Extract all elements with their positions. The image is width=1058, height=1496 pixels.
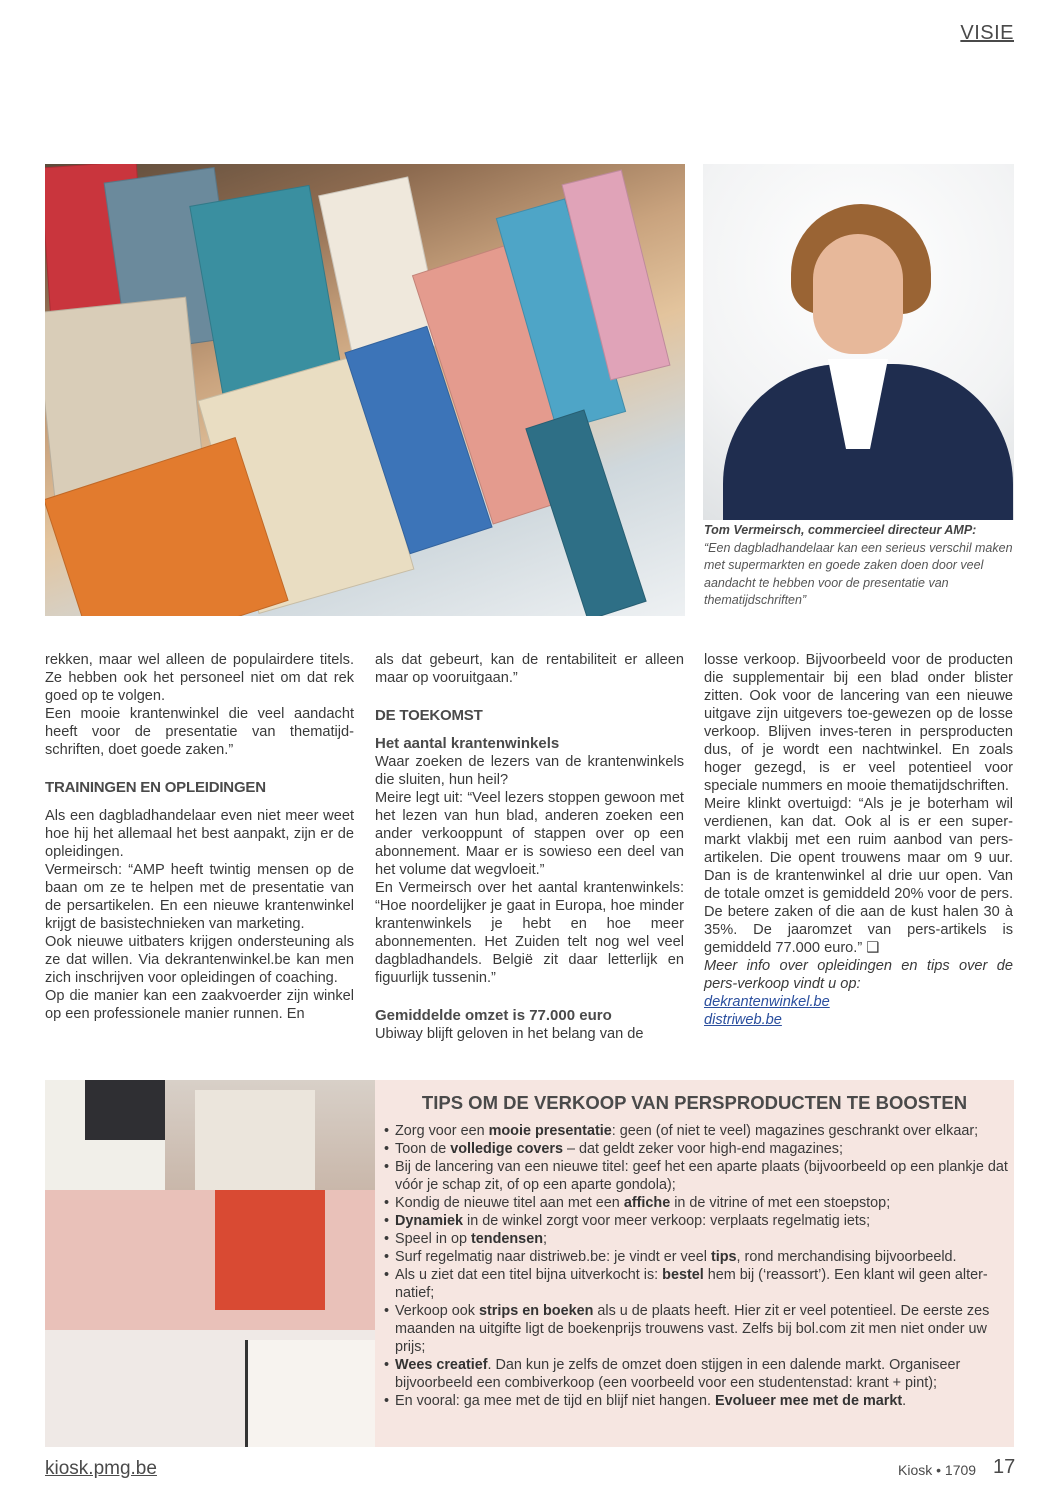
footer-issue: Kiosk • 1709	[898, 1462, 977, 1478]
subheading: Gemiddelde omzet is 77.000 euro	[375, 1007, 612, 1024]
list-item: • Dynamiek in de winkel zorgt voor meer verkoop: verplaats regelmatig iets;	[384, 1212, 1009, 1230]
paragraph: Op die manier kan een zaakvoerder zijn winkel op een professionele manier runnen. En	[45, 988, 354, 1022]
list-item: • Bij de lancering van een nieuwe titel: geef het een aparte plaats (bijvoorbeeld op een plankje dat vóór je schap zit, of op een aparte gondola);	[384, 1158, 1009, 1194]
portrait-photo	[703, 164, 1014, 520]
paragraph: Een mooie krantenwinkel die veel aandacht heeft voor de presentatie van thematijd-schriften, doet goede zaken.”	[45, 706, 354, 758]
paragraph: als dat gebeurt, kan de rentabiliteit er alleen maar op vooruitgaan.”	[375, 652, 684, 686]
tips-title: TIPS OM DE VERKOOP VAN PERSPRODUCTEN TE BOOSTEN	[421, 1092, 968, 1113]
paragraph: En Vermeirsch over het aantal krantenwinkels: “Hoe noordelijker je gaat in Europa, hoe minder krantenwinkels je hebt en hoe meer abonnementen. Het Zuiden telt nog wel veel dagbladhandels. België zit daar letterlijk en figuurlijk tussenin.”	[375, 880, 684, 986]
footer-website-link[interactable]: kiosk.pmg.be	[45, 1458, 157, 1479]
caption-quote: “Een dagbladhandelaar kan een serieus verschil maken met supermarkten en goede zaken doen door veel aandacht te hebben voor de presentatie van thematijdschriften”	[704, 540, 1013, 607]
caption-name: Tom Vermeirsch, commercieel directeur AMP:	[704, 523, 977, 537]
list-item: • Toon de volledige covers – dat geldt zeker voor high-end magazines;	[384, 1140, 1009, 1158]
list-item: • Surf regelmatig naar distriweb.be: je vindt er veel tips, rond merchandising bijvoorbeeld.	[384, 1248, 1009, 1266]
paragraph: Vermeirsch: “AMP heeft twintig mensen op de baan om ze te helpen met de presentatie van de persartikelen. En een nieuwe krantenwinkel krijgt de basistechnieken van marketing.	[45, 862, 354, 932]
paragraph: Meire klinkt overtuigd: “Als je je boterham wil verdienen, kan dat. Ook al is er een super-markt vlakbij met een ruim aanbod van pers-artikelen. Die opent trouwens maar om 9 uur. Dan is de krantenwinkel al drie uur open. Van de totale omzet is gemiddeld 20% voor de pers. De betere zaken of die aan de kust halen 30 à 35%. De jaaromzet van pers-artikels is gemiddeld 77.000 euro.” ❑	[704, 796, 1013, 956]
list-item: • Zorg voor een mooie presentatie: geen (of niet te veel) magazines geschrankt over elkaar;	[384, 1122, 1009, 1140]
paragraph: rekken, maar wel alleen de populairdere titels. Ze hebben ook het personeel niet om dat rek goed op te volgen.	[45, 652, 354, 704]
article-column-1	[45, 651, 354, 1023]
subheading: Het aantal krantenwinkels	[375, 735, 560, 752]
section-heading: TRAININGEN EN OPLEIDINGEN	[45, 779, 266, 796]
more-info-text: Meer info over opleidingen en tips over de pers-verkoop vindt u op:	[704, 958, 1013, 992]
list-item: • Wees creatief. Dan kun je zelfs de omzet doen stijgen in een dalende markt. Organiseer bijvoorbeeld een combiverkoop (een voorbeeld voor een studentenstad: krant + pint);	[384, 1356, 1009, 1392]
list-item: • Speel in op tendensen;	[384, 1230, 1009, 1248]
list-item: • Kondig de nieuwe titel aan met een affiche in de vitrine of met een stoepstop;	[384, 1194, 1009, 1212]
paragraph: Als een dagbladhandelaar even niet meer weet hoe hij het allemaal het best aanpakt, zijn er de opleidingen.	[45, 808, 354, 860]
article-column-3	[704, 651, 1013, 1029]
link-distriweb[interactable]: distriweb.be	[704, 1012, 782, 1028]
paragraph: losse verkoop. Bijvoorbeeld voor de producten die supplementair bij een blad onder blister zitten. Ook voor de lancering van een nieuwe uitgave zijn uitgevers toe-gewezen op de losse verkoop. Blijven inves-teren in persproducten dus, of je wordt een nachtwinkel. En zoals hoger gezegd, is er veel potentieel voor speciale nummers en mooie thematijdschriften.	[704, 652, 1013, 794]
newspaper-rack-photo	[45, 1080, 375, 1447]
list-item: • Als u ziet dat een titel bijna uitverkocht is: bestel hem bij (‘reassort’). Een klant wil geen alter-natief;	[384, 1266, 1009, 1302]
article-column-2	[375, 651, 684, 1043]
magazine-rack-photo	[45, 164, 685, 616]
page-number: 17	[993, 1456, 1016, 1478]
paragraph: Waar zoeken de lezers van de krantenwinkels die sluiten, hun heil?	[375, 754, 684, 788]
paragraph: Ubiway blijft geloven in het belang van de	[375, 1026, 644, 1042]
list-item: • Verkoop ook strips en boeken als u de plaats heeft. Hier zit er veel potentieel. De eerste zes maanden na uitgifte ligt de boekenprijs trouwens vast. Zelfs bij bol.com zit men niet onder uw prijs;	[384, 1302, 1009, 1356]
paragraph: Meire legt uit: “Veel lezers stoppen gewoon met het lezen van hun blad, anderen zoeken een ander verkooppunt of stappen over op een abonnement. Maar er is sowieso een deel van het volume dat wegvloeit.”	[375, 790, 684, 878]
paragraph: Ook nieuwe uitbaters krijgen ondersteuning als ze dat willen. Via dekrantenwinkel.be kan men zich inschrijven voor opleidingen of coaching.	[45, 934, 354, 986]
photo-caption	[704, 522, 1014, 610]
list-item: • En vooral: ga mee met de tijd en blijf niet hangen. Evolueer mee met de markt.	[384, 1392, 1009, 1410]
section-heading: DE TOEKOMST	[375, 707, 483, 724]
link-dekrantenwinkel[interactable]: dekrantenwinkel.be	[704, 994, 830, 1010]
tips-list	[384, 1122, 1009, 1410]
section-label: VISIE	[960, 22, 1014, 44]
